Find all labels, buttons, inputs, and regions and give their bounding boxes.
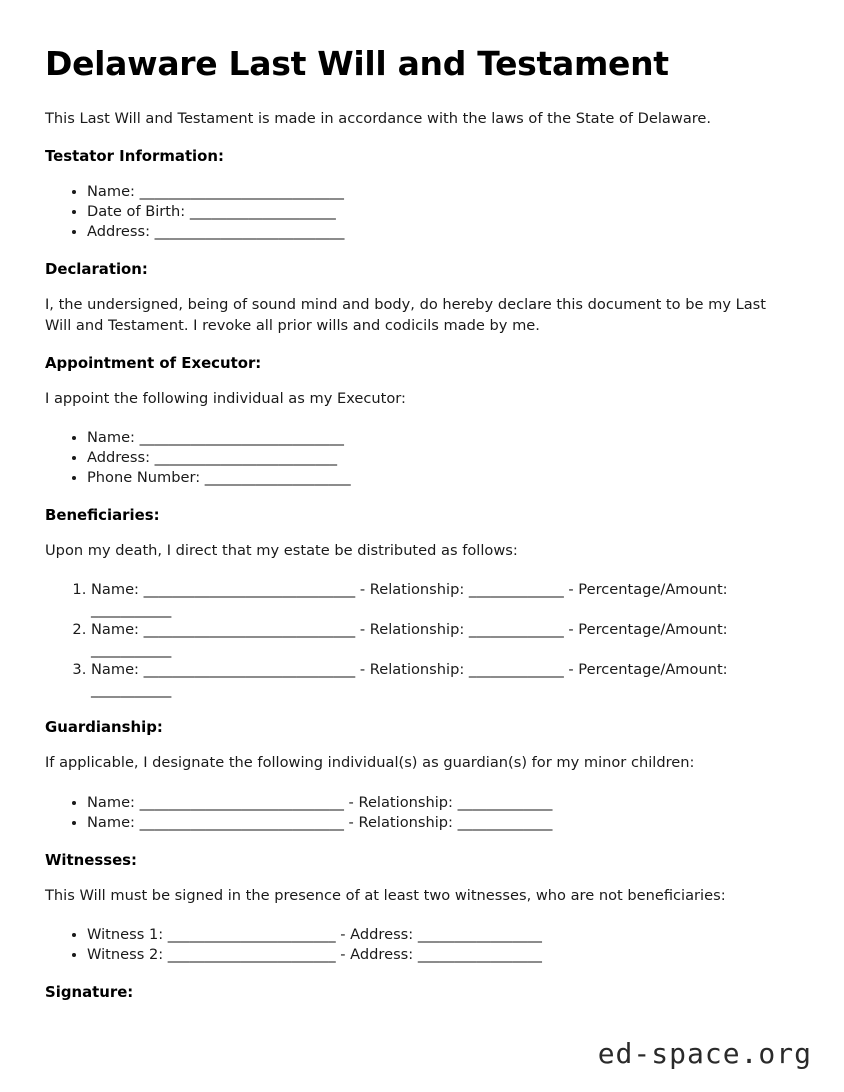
list-item: • Address: _________________________ [87, 448, 792, 468]
section-heading-signature: Signature: [45, 982, 134, 1001]
list-item: 3. Name: _____________________________ - Relationship: _____________ - Percentage/Amount: ___________ [91, 660, 731, 700]
list-item: • Date of Birth: ____________________ [87, 202, 792, 222]
guardianship-field-list [45, 793, 792, 833]
watermark: ed-space.org [597, 1037, 812, 1070]
intro-paragraph: This Last Will and Testament is made in accordance with the laws of the State of Delaware. [45, 109, 712, 127]
beneficiaries-list [45, 580, 792, 700]
witnesses-intro-paragraph: This Will must be signed in the presence of at least two witnesses, who are not beneficiaries: [45, 886, 726, 904]
guardianship-intro-paragraph: If applicable, I designate the following individual(s) as guardian(s) for my minor children: [45, 754, 695, 772]
section-heading-guardianship: Guardianship: [45, 718, 163, 737]
list-item: • Address: __________________________ [87, 222, 792, 242]
list-item: • Witness 2: _______________________ - Address: _________________ [87, 945, 792, 965]
witnesses-field-list [45, 925, 792, 965]
list-item: • Name: ____________________________ [87, 182, 792, 202]
list-item: 2. Name: _____________________________ - Relationship: _____________ - Percentage/Amount: ___________ [91, 620, 731, 660]
executor-field-list [45, 428, 792, 488]
list-item: 1. Name: _____________________________ - Relationship: _____________ - Percentage/Amount: ___________ [91, 580, 731, 620]
section-heading-beneficiaries: Beneficiaries: [45, 506, 160, 525]
testator-field-list [45, 182, 792, 242]
section-heading-appointment-of-executor: Appointment of Executor: [45, 353, 262, 372]
list-item: • Witness 1: _______________________ - Address: _________________ [87, 925, 792, 945]
section-heading-declaration: Declaration: [45, 260, 148, 279]
page-title: Delaware Last Will and Testament [45, 44, 669, 83]
list-item: • Name: ____________________________ [87, 428, 792, 448]
list-item: • Name: ____________________________ - Relationship: _____________ [87, 813, 792, 833]
list-item: • Name: ____________________________ - Relationship: _____________ [87, 793, 792, 813]
beneficiaries-intro-paragraph: Upon my death, I direct that my estate be distributed as follows: [45, 542, 518, 560]
executor-intro-paragraph: I appoint the following individual as my Executor: [45, 389, 406, 407]
declaration-paragraph: I, the undersigned, being of sound mind and body, do hereby declare this document to be my Last Will and Testament. I revoke all prior wills and codicils made by me. [45, 296, 766, 334]
section-heading-witnesses: Witnesses: [45, 850, 137, 869]
section-heading-testator-information: Testator Information: [45, 147, 224, 166]
list-item: • Phone Number: ____________________ [87, 468, 792, 488]
